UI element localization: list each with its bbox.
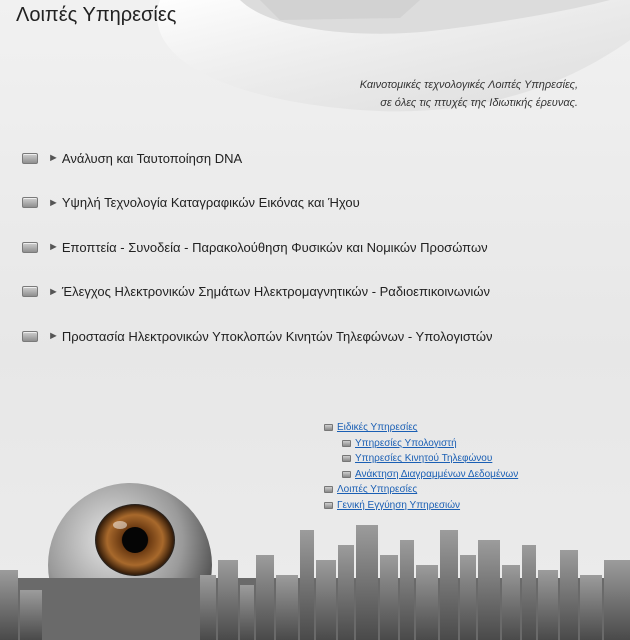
- grey-button-icon: [342, 455, 351, 462]
- sitemap-item-special-services: [324, 420, 518, 436]
- grey-button-icon: [342, 440, 351, 447]
- tagline-line-2: σε όλες τις πτυχές της Ιδιωτικής έρευνας.: [380, 97, 578, 109]
- grey-button-icon: [22, 153, 38, 164]
- grey-button-icon: [22, 286, 38, 297]
- play-triangle-icon: ►: [48, 285, 59, 298]
- grey-button-icon: [324, 486, 333, 493]
- service-label: Ανάλυση και Ταυτοποίηση DNA: [61, 150, 243, 166]
- play-triangle-icon: ►: [48, 196, 59, 209]
- service-label: Εποπτεία - Συνοδεία - Παρακολούθηση Φυσικών και Νομικών Προσώπων: [61, 239, 488, 255]
- sitemap-item-other-services: [324, 482, 518, 498]
- service-item[interactable]: [22, 270, 493, 315]
- service-item[interactable]: [22, 225, 493, 270]
- sitemap-item-general-warranty: [324, 498, 518, 514]
- service-label: Υψηλή Τεχνολογία Καταγραφικών Εικόνας και Ήχου: [61, 195, 360, 211]
- page-title: Λοιπές Υπηρεσίες: [16, 4, 177, 26]
- grey-button-icon: [22, 242, 38, 253]
- play-triangle-icon: ►: [48, 330, 59, 343]
- sitemap-item-mobile-services: [324, 451, 518, 467]
- service-item[interactable]: [22, 314, 493, 359]
- play-triangle-icon: ►: [48, 152, 59, 165]
- sitemap-item-data-recovery: [324, 467, 518, 483]
- service-item[interactable]: [22, 136, 493, 181]
- tagline: [258, 76, 578, 112]
- sitemap-link[interactable]: Γενική Εγγύηση Υπηρεσιών: [337, 499, 461, 511]
- tagline-line-1: Καινοτομικές τεχνολογικές Λοιπές Υπηρεσίες,: [359, 79, 578, 91]
- grey-button-icon: [324, 502, 333, 509]
- service-label: Έλεγχος Ηλεκτρονικών Σημάτων Ηλεκτρομαγνητικών - Ραδιοεπικοινωνιών: [61, 284, 490, 300]
- sitemap-link[interactable]: Υπηρεσίες Κινητού Τηλεφώνου: [355, 453, 493, 465]
- sitemap-link[interactable]: Λοιπές Υπηρεσίες: [337, 484, 418, 496]
- sitemap-item-computer-services: [324, 436, 518, 452]
- grey-button-icon: [22, 197, 38, 208]
- service-item[interactable]: [22, 181, 493, 226]
- sitemap-link[interactable]: Ειδικές Υπηρεσίες: [337, 422, 418, 434]
- sitemap-link[interactable]: Ανάκτηση Διαγραμμένων Δεδομένων: [355, 468, 519, 480]
- play-triangle-icon: ►: [48, 241, 59, 254]
- sitemap-link[interactable]: Υπηρεσίες Υπολογιστή: [355, 437, 457, 449]
- service-label: Προστασία Ηλεκτρονικών Υποκλοπών Κινητών Τηλεφώνων - Υπολογιστών: [61, 328, 493, 344]
- services-list: [22, 136, 493, 359]
- grey-button-icon: [324, 424, 333, 431]
- grey-button-icon: [342, 471, 351, 478]
- grey-button-icon: [22, 331, 38, 342]
- sitemap-nav: [324, 420, 518, 513]
